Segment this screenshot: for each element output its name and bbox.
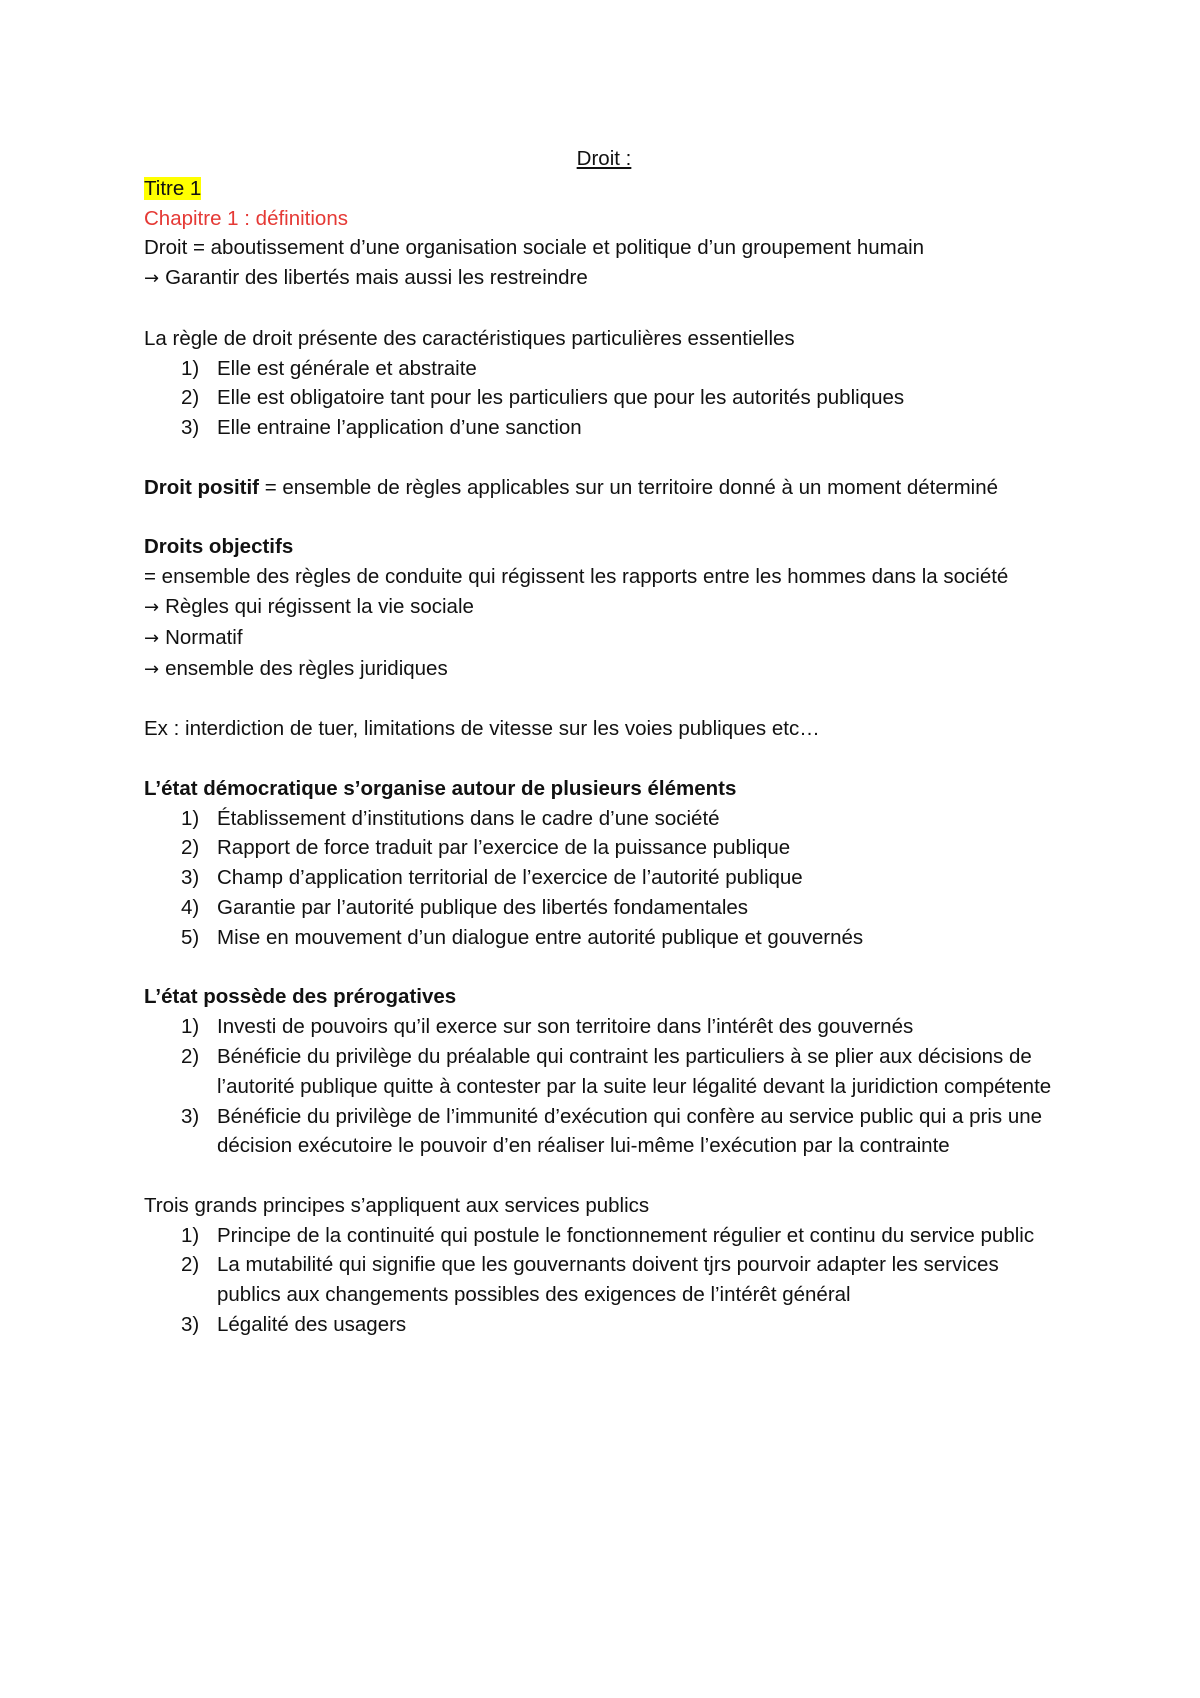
chapitre-heading: Chapitre 1 : définitions [144,206,348,230]
list-item [144,1221,1064,1251]
list-item-text: Elle entraine l’application d’une sanction [217,416,582,440]
list-item-text: Bénéficie du privilège du préalable qui contraint les particuliers à se plier aux décisions de l’autorité publique quitte à contester par la suite leur légalité devant la juridiction compétente [217,1044,1052,1098]
exemple-line: Ex : interdiction de tuer, limitations de vitesse sur les voies publiques etc… [144,717,820,741]
objectifs-arrow-text: Règles qui régissent la vie sociale [165,594,474,618]
etat-democratique-heading: L’état démocratique s’organise autour de plusieurs éléments [144,776,737,800]
list-item [144,1250,1064,1310]
regle-intro: La règle de droit présente des caractéristiques particulières essentielles [144,326,795,350]
list-item-text: Champ d’application territorial de l’exercice de l’autorité publique [217,866,803,890]
list-item [144,833,1064,863]
list-item [144,1310,1064,1340]
spacer [144,1161,1064,1191]
list-item-text: Investi de pouvoirs qu’il exerce sur son territoire dans l’intérêt des gouvernés [217,1015,914,1039]
droit-definition: Droit = aboutissement d’une organisation sociale et politique d’un groupement humain [144,236,925,260]
objectifs-arrow-text: Normatif [165,625,243,649]
list-number: 1) [181,356,200,380]
list-item-text: Établissement d’institutions dans le cadre d’une société [217,806,720,830]
list-item [144,1102,1064,1162]
list-item-text: Légalité des usagers [217,1313,407,1337]
list-number: 1) [181,1015,200,1039]
list-number: 2) [181,1253,200,1277]
principes-list [144,1221,1064,1340]
titre-highlight: Titre 1 [144,176,202,200]
list-item-text: La mutabilité qui signifie que les gouvernants doivent tjrs pourvoir adapter les services publics aux changements possibles des exigences de l’intérêt général [217,1253,999,1307]
arrow-icon: → [144,268,160,290]
arrow-icon: → [144,596,160,618]
spacer [144,744,1064,774]
droits-objectifs-heading: Droits objectifs [144,535,294,559]
list-number: 1) [181,1223,200,1247]
droit-positif-text: = ensemble de règles applicables sur un territoire donné à un moment déterminé [259,475,999,499]
spacer [144,684,1064,714]
list-item [144,863,1064,893]
spacer [144,443,1064,473]
list-item-text: Principe de la continuité qui postule le fonctionnement régulier et continu du service public [217,1223,1035,1247]
prerogatives-list [144,1012,1064,1161]
list-item [144,413,1064,443]
spacer [144,294,1064,324]
list-item-text: Bénéficie du privilège de l’immunité d’exécution qui confère au service public qui a pris une décision exécutoire le pouvoir d’en réaliser lui-même l’exécution par la contrainte [217,1104,1043,1158]
list-item-text: Elle est obligatoire tant pour les particuliers que pour les autorités publiques [217,386,905,410]
document-title: Droit : [576,147,632,170]
list-item-text: Garantie par l’autorité publique des libertés fondamentales [217,895,749,919]
list-number: 3) [181,1104,200,1128]
list-item [144,923,1064,953]
list-number: 2) [181,836,200,860]
prerogatives-heading: L’état possède des prérogatives [144,985,457,1009]
objectifs-arrow-line [144,592,1064,623]
principes-intro: Trois grands principes s’appliquent aux services publics [144,1193,650,1217]
list-item [144,1012,1064,1042]
etat-democratique-list [144,804,1064,953]
list-item [144,354,1064,384]
list-item-text: Rapport de force traduit par l’exercice de la puissance publique [217,836,791,860]
droit-positif-term: Droit positif [144,475,260,499]
list-number: 2) [181,1044,200,1068]
objectifs-arrow-text: ensemble des règles juridiques [165,656,448,680]
spacer [144,953,1064,983]
list-number: 3) [181,866,200,890]
list-number: 1) [181,806,200,830]
list-number: 4) [181,895,200,919]
list-item [144,804,1064,834]
droit-positif-definition [144,473,1064,503]
titre-line [144,174,1064,204]
droit-arrow-text: Garantir des libertés mais aussi les restreindre [165,266,588,290]
list-item-text: Elle est générale et abstraite [217,356,477,380]
list-number: 2) [181,386,200,410]
list-number: 3) [181,416,200,440]
list-item [144,1042,1064,1102]
arrow-icon: → [144,658,160,680]
objectifs-arrow-line [144,654,1064,685]
list-item [144,893,1064,923]
regle-list [144,354,1064,443]
list-number: 3) [181,1313,200,1337]
list-item [144,383,1064,413]
document-page [144,144,1064,1340]
objectifs-arrow-line [144,623,1064,654]
list-item-text: Mise en mouvement d’un dialogue entre autorité publique et gouvernés [217,925,864,949]
list-number: 5) [181,925,200,949]
spacer [144,503,1064,533]
arrow-icon: → [144,627,160,649]
droits-objectifs-definition: = ensemble des règles de conduite qui régissent les rapports entre les hommes dans la société [144,565,1009,589]
droit-arrow-line [144,263,1064,294]
